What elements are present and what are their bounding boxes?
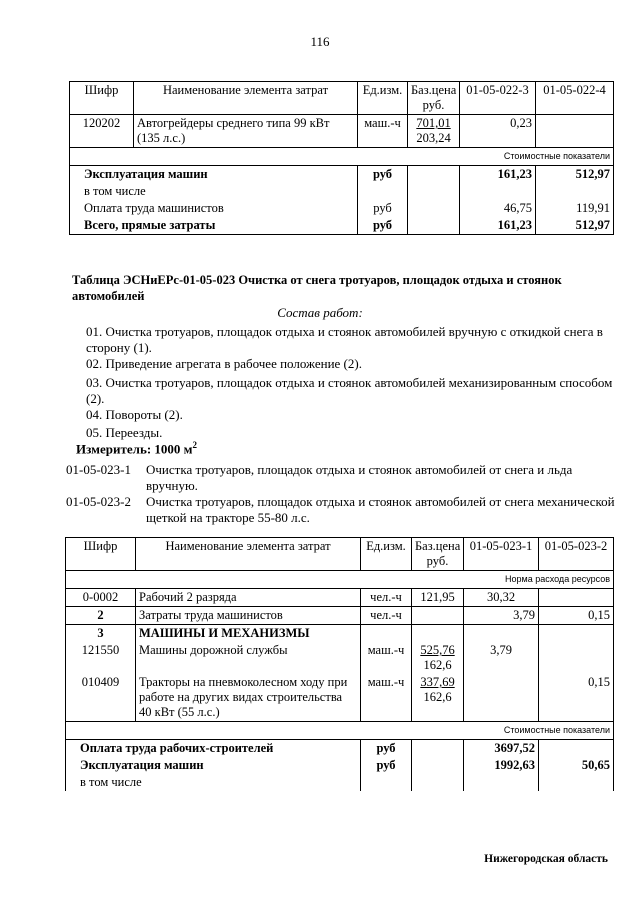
summary-row [66, 757, 614, 774]
name-line: работе на других видах строительства [139, 690, 343, 704]
composition-heading: Состав работ: [277, 305, 363, 320]
cell-code: 0-0002 [66, 589, 136, 607]
table-row [66, 589, 614, 607]
table-row [66, 625, 614, 643]
summary-name: Эксплуатация машин [66, 757, 361, 774]
cell-value-2: 0,15 [539, 607, 614, 625]
cell-code: 121550 [66, 642, 136, 674]
measure-unit [76, 440, 197, 457]
cell-value-1: 3,79 [464, 607, 539, 625]
table-title: Таблица ЭСНиЕРс-01-05-023 Очистка от снега тротуаров, площадок отдыха и стоянок автомобилей [72, 273, 562, 303]
cell-unit: маш.-ч [361, 642, 412, 674]
section-row [66, 722, 614, 740]
summary-unit: руб [358, 200, 408, 217]
header-price: Баз.цена руб. [408, 82, 460, 115]
cell-code: 010409 [66, 674, 136, 722]
summary-row [70, 217, 614, 235]
cell-price [408, 115, 460, 148]
cell-code: 3 [66, 625, 136, 643]
resource-table-1 [69, 81, 614, 235]
section-row [66, 571, 614, 589]
price-bottom: 203,24 [416, 131, 451, 145]
cell-value-2 [539, 625, 614, 643]
price-top: 525,76 [420, 643, 455, 657]
cell-value-1 [464, 625, 539, 643]
code-description: Очистка тротуаров, площадок отдыха и стоянок автомобилей от снега механической щеткой на тракторе 55-80 л.с. [146, 494, 615, 525]
cell-price [412, 625, 464, 643]
cell-price [412, 674, 464, 722]
summary-price [412, 774, 464, 791]
summary-name: в том числе [66, 774, 361, 791]
name-line: Тракторы на пневмоколесном ходу при [139, 675, 348, 689]
cell-value-2: 0,15 [539, 674, 614, 722]
work-item: 05. Переезды. [86, 425, 163, 440]
summary-price [412, 740, 464, 758]
footer-region: Нижегородская область [484, 853, 608, 865]
section-label: Стоимостные показатели [66, 722, 614, 740]
work-item: 02. Приведение агрегата в рабочее положение (2). [86, 356, 362, 371]
measure-text: Измеритель: 1000 м [76, 441, 193, 457]
resource-table-2 [65, 537, 614, 791]
summary-name: Всего, прямые затраты [70, 217, 358, 235]
header-code: Шифр [66, 538, 136, 571]
table-row [70, 115, 614, 148]
summary-unit: руб [358, 217, 408, 235]
code-description: Очистка тротуаров, площадок отдыха и стоянок автомобилей от снега и льда вручную. [146, 462, 573, 493]
summary-price [408, 166, 460, 184]
header-col2: 01-05-022-4 [536, 82, 614, 115]
summary-name: Эксплуатация машин [70, 166, 358, 184]
table-row [66, 642, 614, 674]
summary-value-1 [464, 774, 539, 791]
header-code: Шифр [70, 82, 134, 115]
price-top: 701,01 [416, 116, 451, 130]
cell-name: МАШИНЫ И МЕХАНИЗМЫ [136, 625, 361, 643]
header-name: Наименование элемента затрат [134, 82, 358, 115]
price-bottom: 162,6 [423, 690, 452, 704]
page-number: 116 [310, 34, 330, 49]
table-header-row [70, 82, 614, 115]
section-row [70, 148, 614, 166]
cell-name [134, 115, 358, 148]
summary-value-2 [539, 740, 614, 758]
summary-value-2: 50,65 [539, 757, 614, 774]
cell-name: Затраты труда машинистов [136, 607, 361, 625]
name-line: 40 кВт (55 л.с.) [139, 705, 220, 719]
summary-unit [361, 774, 412, 791]
name-line: (135 л.с.) [137, 131, 186, 145]
summary-row [70, 183, 614, 200]
work-item: 03. Очистка тротуаров, площадок отдыха и стоянок автомобилей механизированным способом (2). [86, 375, 613, 406]
cell-value-1 [464, 674, 539, 722]
price-top: 337,69 [420, 675, 455, 689]
cell-value-1: 30,32 [464, 589, 539, 607]
cell-value-1: 3,79 [464, 642, 539, 674]
cell-value-2 [539, 589, 614, 607]
name-line: Автогрейдеры среднего типа 99 кВт [137, 116, 330, 130]
work-item: 01. Очистка тротуаров, площадок отдыха и стоянок автомобилей вручную с откидкой снега в сторону (1). [86, 324, 603, 355]
header-price: Баз.цена руб. [412, 538, 464, 571]
summary-price [408, 217, 460, 235]
summary-row [70, 166, 614, 184]
header-name: Наименование элемента затрат [136, 538, 361, 571]
cell-code: 120202 [70, 115, 134, 148]
measure-superscript: 2 [192, 440, 198, 450]
summary-value-1 [460, 183, 536, 200]
summary-value-1: 3697,52 [464, 740, 539, 758]
cell-unit [361, 625, 412, 643]
work-item: 04. Повороты (2). [86, 407, 183, 422]
cell-unit: чел.-ч [361, 607, 412, 625]
cell-price [412, 607, 464, 625]
summary-unit: руб [361, 740, 412, 758]
cell-price: 121,95 [412, 589, 464, 607]
cell-unit: маш.-ч [361, 674, 412, 722]
header-unit: Ед.изм. [358, 82, 408, 115]
summary-unit: руб [361, 757, 412, 774]
summary-value-1: 46,75 [460, 200, 536, 217]
summary-value-2 [536, 183, 614, 200]
cell-price [412, 642, 464, 674]
summary-value-2: 512,97 [536, 217, 614, 235]
summary-row [66, 774, 614, 791]
cell-name [136, 674, 361, 722]
table-row [66, 674, 614, 722]
section-label: Стоимостные показатели [70, 148, 614, 166]
summary-value-1: 161,23 [460, 166, 536, 184]
cell-name: Машины дорожной службы [136, 642, 361, 674]
summary-value-2: 119,91 [536, 200, 614, 217]
header-unit: Ед.изм. [361, 538, 412, 571]
cell-unit: маш.-ч [358, 115, 408, 148]
cell-value-2 [539, 642, 614, 674]
code-label: 01-05-023-2 [66, 494, 131, 509]
summary-unit [358, 183, 408, 200]
summary-name: в том числе [70, 183, 358, 200]
summary-price [408, 183, 460, 200]
cell-code: 2 [66, 607, 136, 625]
summary-value-2 [539, 774, 614, 791]
cell-unit: чел.-ч [361, 589, 412, 607]
summary-row [70, 200, 614, 217]
table-header-row [66, 538, 614, 571]
summary-unit: руб [358, 166, 408, 184]
header-col1: 01-05-023-1 [464, 538, 539, 571]
price-bottom: 162,6 [423, 658, 452, 672]
header-col2: 01-05-023-2 [539, 538, 614, 571]
cell-value-2 [536, 115, 614, 148]
summary-value-2: 512,97 [536, 166, 614, 184]
summary-row [66, 740, 614, 758]
table-row [66, 607, 614, 625]
summary-value-1: 161,23 [460, 217, 536, 235]
summary-price [408, 200, 460, 217]
code-label: 01-05-023-1 [66, 462, 131, 477]
cell-name: Рабочий 2 разряда [136, 589, 361, 607]
summary-name: Оплата труда рабочих-строителей [66, 740, 361, 758]
summary-value-1: 1992,63 [464, 757, 539, 774]
header-col1: 01-05-022-3 [460, 82, 536, 115]
cell-value-1: 0,23 [460, 115, 536, 148]
norm-label: Норма расхода ресурсов [66, 571, 614, 589]
summary-name: Оплата труда машинистов [70, 200, 358, 217]
summary-price [412, 757, 464, 774]
